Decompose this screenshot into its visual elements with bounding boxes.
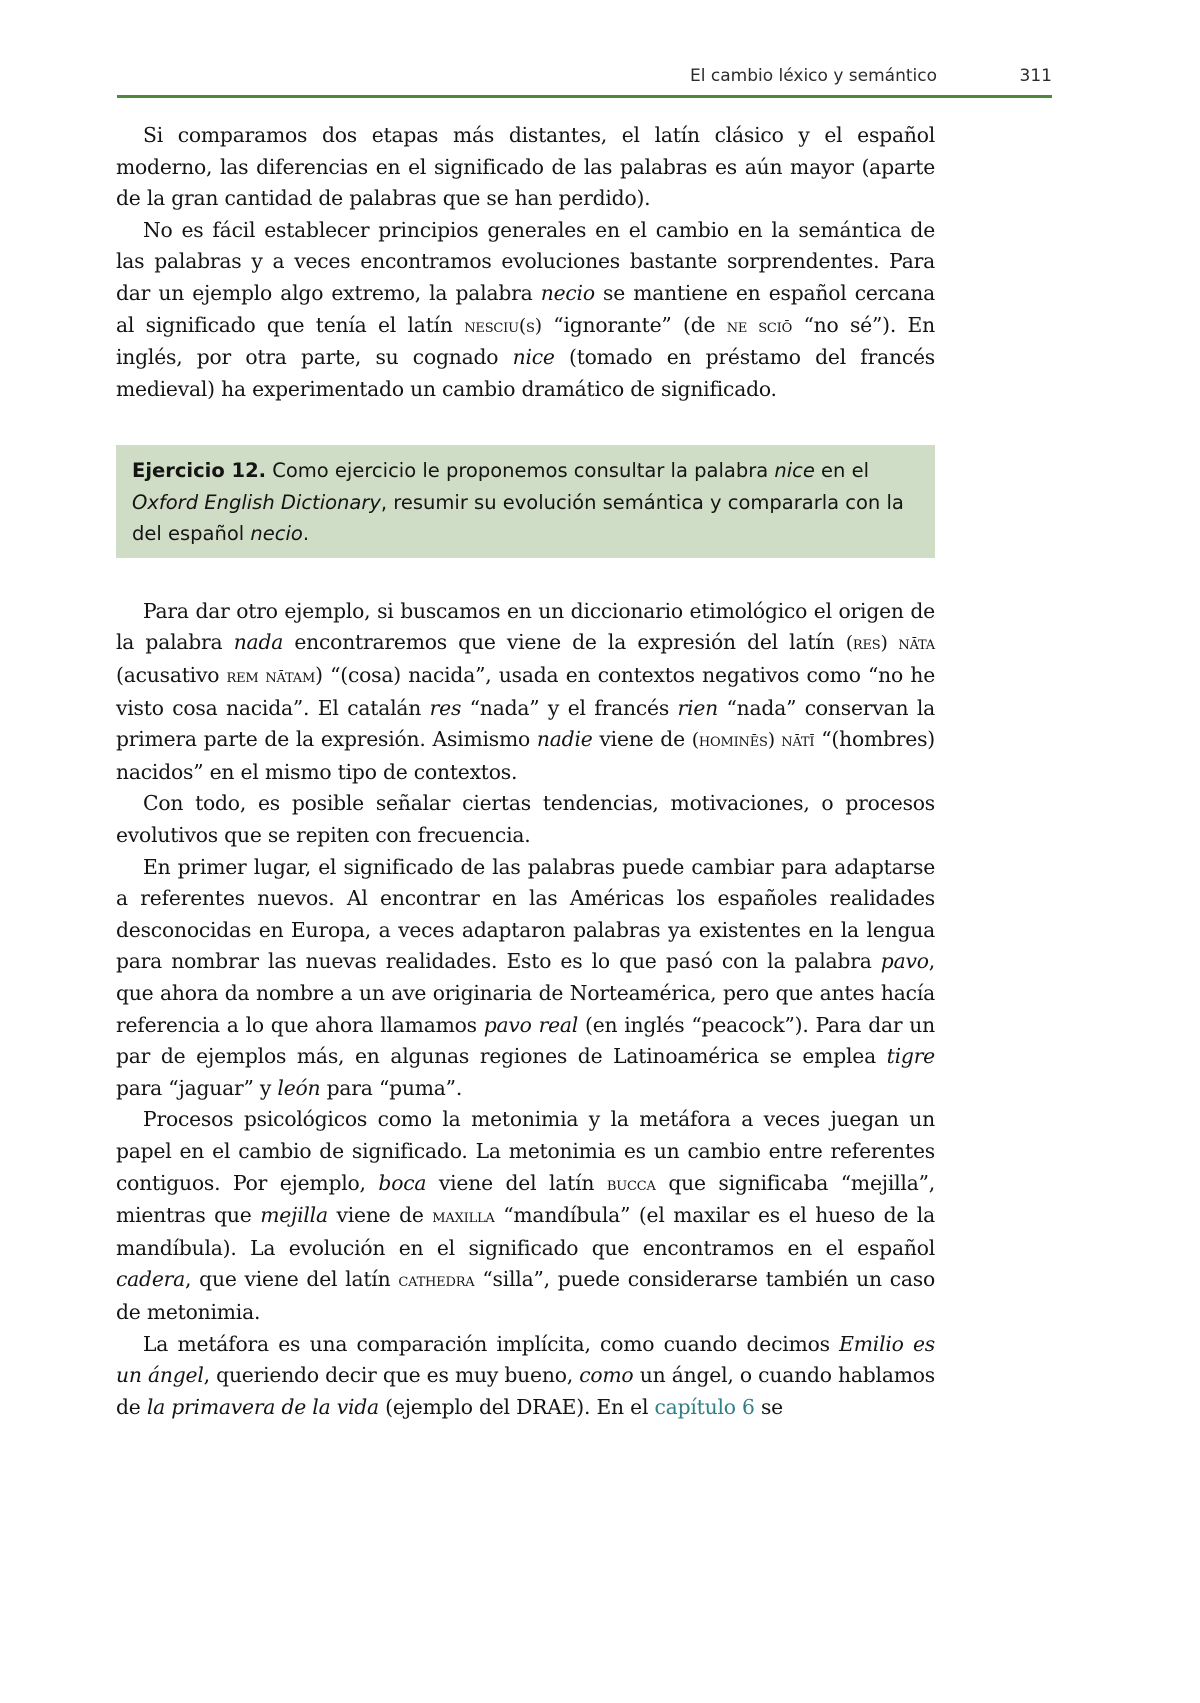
latin-small-caps: (res) nāta <box>845 632 935 655</box>
latin-small-caps: bucca <box>606 1172 656 1195</box>
text: Como ejercicio le proponemos consultar la palabra <box>266 459 775 483</box>
text: La metáfora es una comparación implícita, como cuando decimos <box>143 1331 840 1356</box>
paragraph-1: Si comparamos dos etapas más distantes, el latín clásico y el español moderno, las diferencias en el significado de las palabras es aún mayor (aparte de la gran cantidad de palabras que se han perdido). <box>116 123 935 211</box>
italic-term: nice <box>512 345 555 370</box>
paragraph-5 <box>116 852 935 1105</box>
text: (tomado en préstamo del francés medieval) ha experimentado un cambio dramático de significado. <box>116 345 935 401</box>
italic-term: rien <box>677 695 718 720</box>
text: , que viene del latín <box>185 1267 399 1292</box>
latin-small-caps: ne sciō <box>726 314 793 337</box>
italic-term: tigre <box>886 1044 935 1069</box>
text: se <box>754 1394 783 1419</box>
italic-term: nadie <box>536 727 593 752</box>
italic-term: nada <box>233 630 284 655</box>
latin-small-caps: cathedra <box>398 1269 475 1292</box>
text: se mantiene en español cercana al significado que tenía el latín <box>116 280 935 337</box>
text: (acusativo <box>116 663 227 688</box>
italic-term: como <box>579 1363 634 1388</box>
text: En primer lugar, el significado de las palabras puede cambiar para adaptarse a referentes nuevos. Al encontrar en las Américas los españoles realidades desconocidas en Europa, a veces adaptaron palabras ya existentes en la lengua para nombrar las nuevas realidades. Esto es lo que pasó con la palabra <box>116 854 935 974</box>
header-rule <box>117 95 1052 98</box>
paragraph-6 <box>116 1104 935 1328</box>
text: “nada” y el francés <box>461 695 678 720</box>
italic-term: mejilla <box>260 1203 328 1228</box>
text: (ejemplo del DRAE). En el <box>378 1394 655 1419</box>
text: Procesos psicológicos como la metonimia y la metáfora a veces juegan un papel en el cambio de significado. La metonimia es un cambio entre referentes contiguos. Por ejemplo, <box>116 1107 935 1195</box>
italic-term: Emilio es un ángel <box>116 1331 936 1388</box>
exercise-label: Ejercicio 12. <box>132 459 267 483</box>
italic-term: la primavera de la vida <box>146 1394 379 1419</box>
text: , que ahora da nombre a un ave originaria de Norteamérica, pero que antes hacía referencia a lo que ahora llamamos <box>116 949 935 1037</box>
paragraph-4: Con todo, es posible señalar ciertas tendencias, motivaciones, o procesos evolutivos que se repiten con frecuencia. <box>116 791 935 847</box>
text: un ángel, o cuando hablamos de <box>116 1363 935 1419</box>
italic-term: boca <box>378 1170 427 1195</box>
latin-small-caps: nesciu(s) <box>464 314 542 337</box>
text: “no sé”). En inglés, por otra parte, su cognado <box>116 312 935 370</box>
text: para “puma”. <box>320 1075 463 1100</box>
italic-term: pavo <box>880 949 929 974</box>
text: viene de <box>327 1203 433 1228</box>
text: (en inglés “peacock”). Para dar un par de ejemplos más, en algunas regiones de Latinoamérica se emplea <box>116 1012 935 1069</box>
text: en el <box>814 459 870 483</box>
paragraph-7 <box>116 1329 935 1424</box>
italic-term: necio <box>250 522 303 546</box>
latin-small-caps: maxilla <box>432 1205 495 1228</box>
text: “mandíbula” (el maxilar es el hueso de la mandíbula). La evolución en el significado que encontramos en el español <box>116 1203 935 1260</box>
italic-term: león <box>277 1075 321 1100</box>
italic-term: nice <box>774 459 815 483</box>
text: que significaba “mejilla”, mientras que <box>116 1170 936 1228</box>
text: viene del latín <box>426 1170 607 1195</box>
italic-term: cadera <box>116 1267 186 1292</box>
text: No es fácil establecer principios generales en el cambio en la semántica de las palabras y a veces encontramos evoluciones bastante sorprendentes. Para dar un ejemplo algo extremo, la palabra <box>116 217 935 305</box>
chapter-6-link[interactable]: capítulo 6 <box>654 1394 755 1419</box>
italic-term: pavo real <box>483 1012 579 1037</box>
latin-small-caps: rem nātam <box>226 665 316 688</box>
text: Para dar otro ejemplo, si buscamos en un diccionario etimológico el origen de la palabra <box>116 598 935 655</box>
text: . <box>302 522 310 546</box>
italic-term: res <box>429 695 462 720</box>
text: “nada” conservan la primera parte de la expresión. Asimismo <box>116 695 935 752</box>
exercise-box <box>116 445 935 558</box>
text: , queriendo decir que es muy bueno, <box>203 1363 580 1388</box>
paragraph-2 <box>116 215 935 406</box>
text: “ignorante” (de <box>541 312 727 337</box>
text: viene de <box>592 727 692 752</box>
running-header <box>117 66 1052 92</box>
text: , resumir su evolución semántica y compararla con la del español <box>132 490 904 546</box>
text: encontraremos que viene de la expresión del latín <box>283 630 846 655</box>
latin-small-caps: (hominēs) nātī <box>691 729 815 752</box>
italic-term: Oxford English Dictionary <box>132 490 381 514</box>
page-body <box>116 120 935 1423</box>
text: “(hombres) nacidos” en el mismo tipo de contextos. <box>116 727 935 784</box>
text: “silla”, puede considerarse también un caso de metonimia. <box>116 1267 935 1324</box>
page-number: 311 <box>1019 66 1052 86</box>
text: para “jaguar” y <box>116 1075 278 1100</box>
paragraph-3 <box>116 596 935 789</box>
text: ) “(cosa) nacida”, usada en contextos negativos como “no he visto cosa nacida”. El catalán <box>116 663 936 720</box>
italic-term: necio <box>540 280 595 305</box>
chapter-title: El cambio léxico y semántico <box>690 66 937 86</box>
